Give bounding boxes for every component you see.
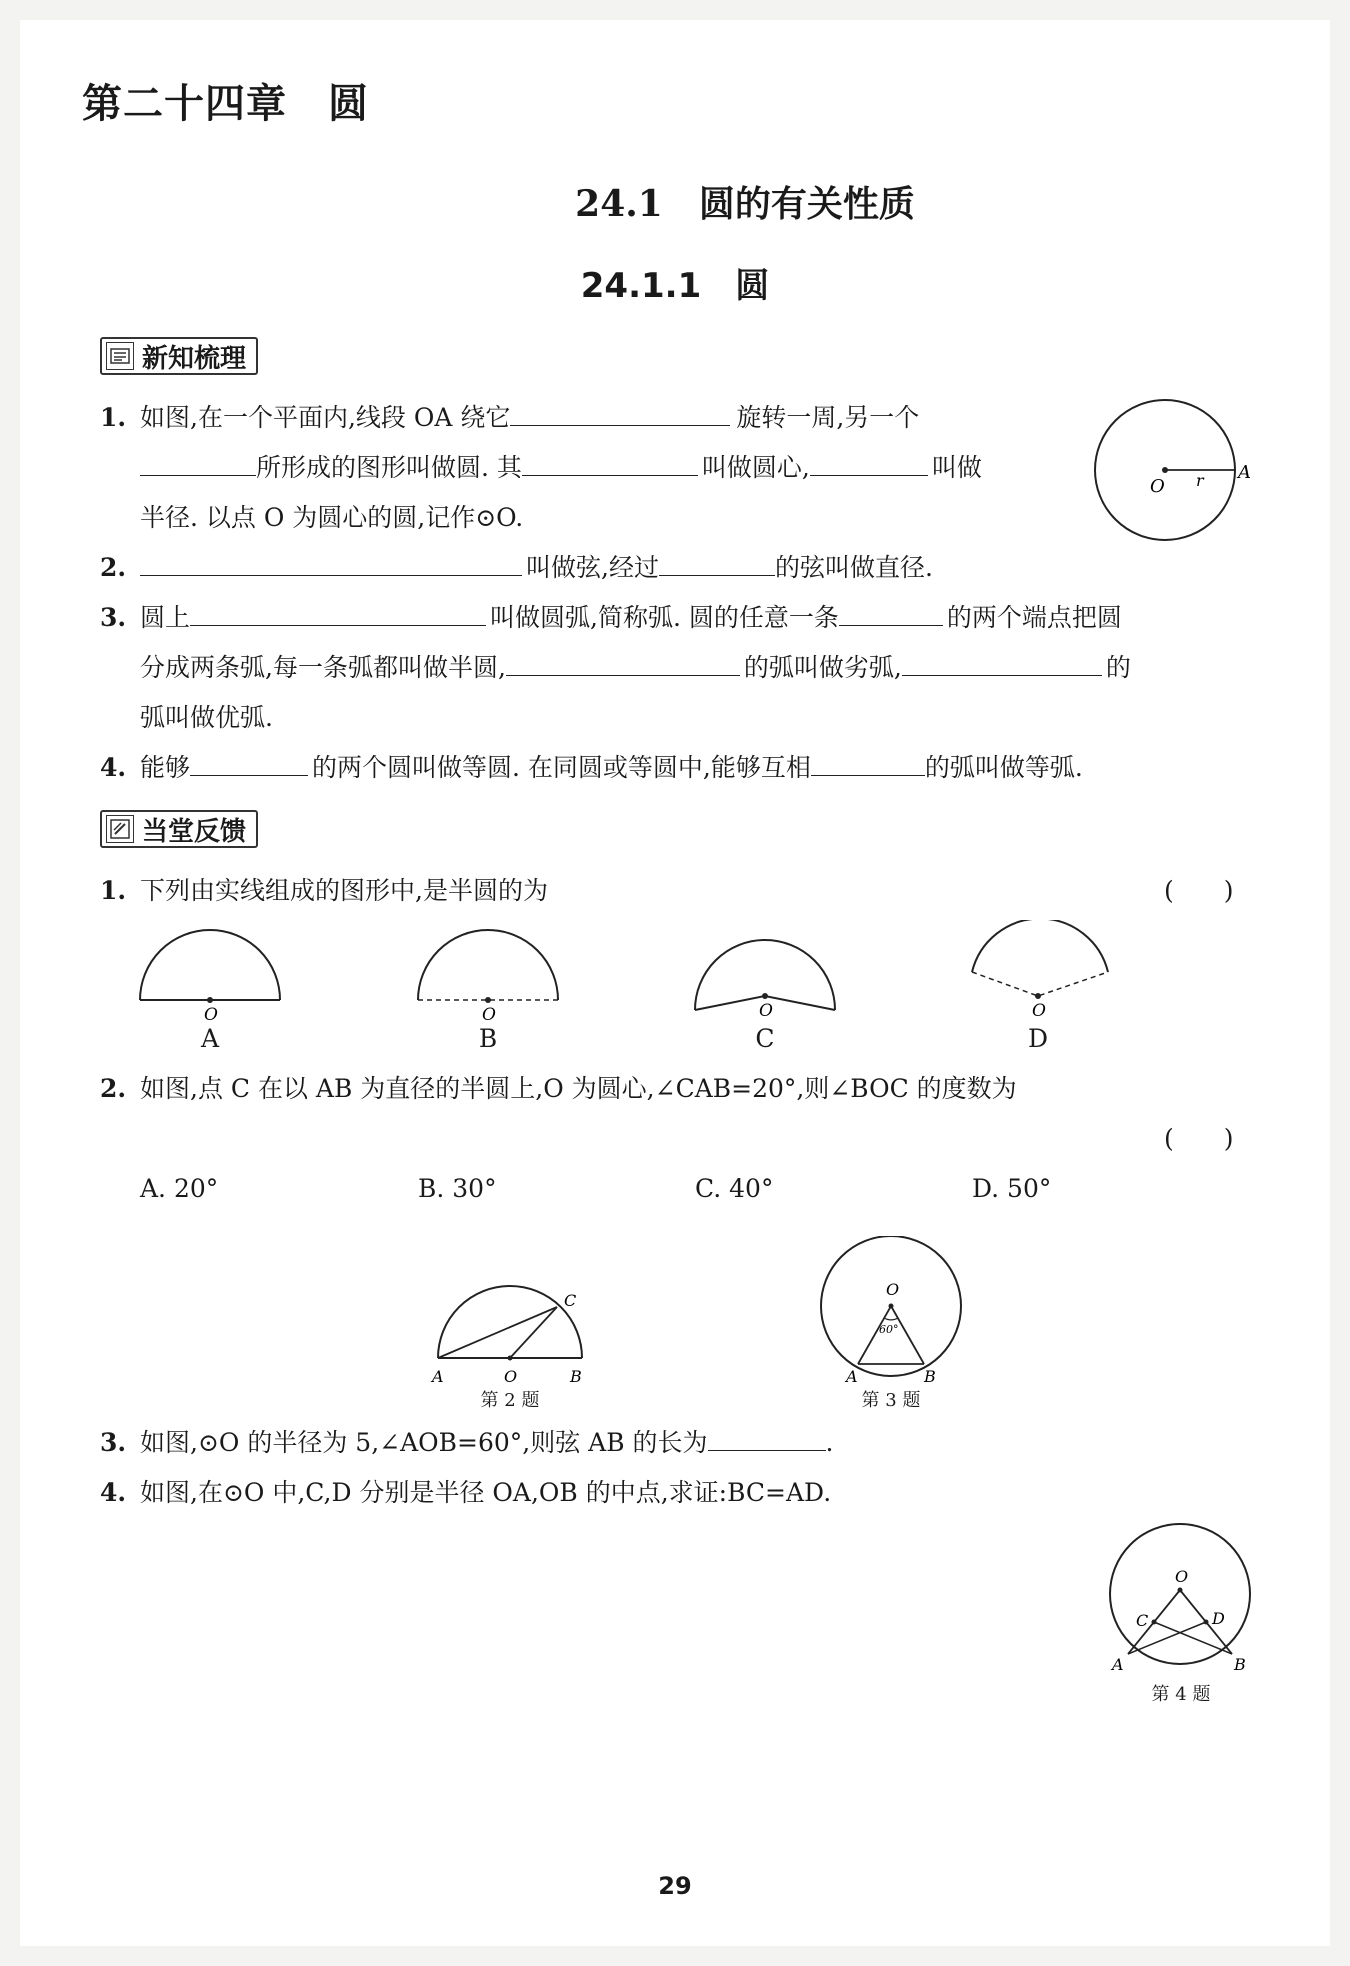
svg-text:B: B bbox=[570, 1367, 582, 1386]
practice-q2 bbox=[100, 1064, 1017, 1114]
option-label-a[interactable]: A bbox=[200, 1024, 220, 1053]
answer-blank[interactable] bbox=[659, 545, 775, 576]
fig1-label-O: O bbox=[1150, 476, 1165, 497]
page-number: 29 bbox=[658, 1872, 692, 1900]
svg-text:O: O bbox=[482, 1005, 496, 1020]
pencil-icon bbox=[106, 815, 134, 843]
practice-q3 bbox=[100, 1418, 833, 1468]
figure-circle-radius bbox=[1090, 398, 1260, 548]
new-q1-line1 bbox=[100, 393, 919, 443]
question-text: 叫做圆心, bbox=[701, 453, 810, 482]
svg-text:C: C bbox=[1136, 1611, 1149, 1630]
practice-q4 bbox=[100, 1468, 831, 1518]
section-badge-label: 新知梳理 bbox=[142, 343, 247, 374]
svg-text:O: O bbox=[1175, 1567, 1189, 1586]
svg-text:O: O bbox=[759, 1001, 773, 1020]
option-b-figure bbox=[408, 920, 568, 1020]
svg-text:A: A bbox=[432, 1367, 444, 1386]
fig1-label-r: r bbox=[1196, 471, 1204, 490]
answer-blank[interactable] bbox=[810, 445, 928, 476]
svg-text:B: B bbox=[1234, 1655, 1246, 1672]
option-c-figure bbox=[685, 920, 845, 1020]
new-q2 bbox=[100, 543, 933, 593]
question-text: 叫做圆弧,简称弧. 圆的任意一条 bbox=[490, 603, 839, 632]
question-number: 4. bbox=[100, 1478, 127, 1507]
question-text: 的 bbox=[1105, 653, 1131, 682]
svg-text:60°: 60° bbox=[879, 1323, 899, 1336]
figure-q3-circle bbox=[806, 1236, 976, 1386]
question-number: 4. bbox=[100, 753, 127, 782]
answer-blank[interactable] bbox=[506, 645, 740, 676]
question-text: 如图,在⊙O 中,C,D 分别是半径 OA,OB 的中点,求证:BC=AD. bbox=[140, 1478, 832, 1507]
question-number: 1. bbox=[100, 876, 127, 905]
section-badge-practice bbox=[100, 810, 258, 848]
question-text: 的弧叫做等弧. bbox=[924, 753, 1083, 782]
question-number: 2. bbox=[100, 1074, 127, 1103]
question-text: 半径. 以点 O 为圆心的圆,记作⊙O. bbox=[140, 503, 524, 532]
answer-blank[interactable] bbox=[902, 645, 1102, 676]
choice-c[interactable]: C. 40° bbox=[695, 1174, 774, 1203]
figure-caption: 第 3 题 bbox=[861, 1390, 921, 1411]
option-label-b[interactable]: B bbox=[478, 1024, 498, 1053]
svg-text:O: O bbox=[1032, 1001, 1046, 1020]
question-number: 2. bbox=[100, 553, 127, 582]
question-text: 叫做 bbox=[931, 453, 982, 482]
choice-b[interactable]: B. 30° bbox=[418, 1174, 497, 1203]
option-d-figure bbox=[960, 920, 1120, 1020]
book-icon bbox=[106, 342, 134, 370]
answer-blank[interactable] bbox=[708, 1420, 826, 1451]
question-text: 分成两条弧,每一条弧都叫做半圆, bbox=[140, 653, 506, 682]
option-a-figure bbox=[130, 920, 290, 1020]
answer-blank[interactable] bbox=[839, 595, 943, 626]
answer-paren[interactable]: ( ) bbox=[1164, 1124, 1234, 1153]
question-text: 的弦叫做直径. bbox=[774, 553, 933, 582]
question-text: 如图,在一个平面内,线段 OA 绕它 bbox=[140, 403, 511, 432]
subsection-title: 24.1.1 圆 bbox=[580, 266, 770, 306]
figure-caption: 第 2 题 bbox=[480, 1390, 540, 1411]
answer-blank[interactable] bbox=[811, 745, 925, 776]
svg-text:B: B bbox=[924, 1367, 936, 1386]
question-text: 如图,点 C 在以 AB 为直径的半圆上,O 为圆心,∠CAB=20°,则∠BOC 的度数为 bbox=[140, 1074, 1017, 1103]
question-text: 能够 bbox=[140, 753, 191, 782]
answer-blank[interactable] bbox=[190, 745, 308, 776]
answer-blank[interactable] bbox=[140, 445, 256, 476]
answer-paren[interactable]: ( ) bbox=[1164, 876, 1234, 905]
svg-text:O: O bbox=[886, 1280, 900, 1299]
question-text: 弧叫做优弧. bbox=[140, 703, 273, 732]
question-number: 3. bbox=[100, 1428, 127, 1457]
answer-blank[interactable] bbox=[522, 445, 698, 476]
answer-blank[interactable] bbox=[510, 395, 730, 426]
question-text: 叫做弦,经过 bbox=[526, 553, 659, 582]
new-q1-line3 bbox=[140, 493, 523, 543]
new-q3-line2 bbox=[140, 643, 1131, 693]
question-number: 3. bbox=[100, 603, 127, 632]
svg-text:O: O bbox=[504, 1367, 518, 1386]
section-badge-label: 当堂反馈 bbox=[142, 816, 247, 847]
question-text: 如图,⊙O 的半径为 5,∠AOB=60°,则弦 AB 的长为 bbox=[140, 1428, 708, 1457]
svg-text:O: O bbox=[204, 1005, 218, 1020]
question-text: 的弧叫做劣弧, bbox=[743, 653, 902, 682]
option-label-c[interactable]: C bbox=[755, 1024, 775, 1053]
question-text: 圆上 bbox=[140, 603, 191, 632]
question-text: 的两个圆叫做等圆. 在同圆或等圆中,能够互相 bbox=[312, 753, 811, 782]
fig1-label-A: A bbox=[1238, 462, 1251, 483]
new-q3-line1 bbox=[100, 593, 1122, 643]
chapter-title: 第二十四章 圆 bbox=[82, 81, 369, 127]
answer-blank[interactable] bbox=[190, 595, 486, 626]
new-q4 bbox=[100, 743, 1083, 793]
question-text: 旋转一周,另一个 bbox=[736, 403, 920, 432]
answer-blank[interactable] bbox=[140, 545, 522, 576]
question-number: 1. bbox=[100, 403, 127, 432]
practice-q1 bbox=[100, 866, 548, 916]
new-q1-line2 bbox=[140, 443, 982, 493]
figure-caption: 第 4 题 bbox=[1151, 1684, 1211, 1705]
section-title: 24.1 圆的有关性质 bbox=[575, 183, 915, 225]
question-text: . bbox=[825, 1428, 834, 1457]
figure-q4-circle bbox=[1098, 1522, 1268, 1672]
question-text: 的两个端点把圆 bbox=[946, 603, 1122, 632]
svg-text:A: A bbox=[846, 1367, 858, 1386]
choice-a[interactable]: A. 20° bbox=[140, 1174, 219, 1203]
new-q3-line3 bbox=[140, 693, 273, 743]
svg-text:A: A bbox=[1112, 1655, 1124, 1672]
option-label-d[interactable]: D bbox=[1027, 1024, 1049, 1053]
section-badge-new bbox=[100, 337, 258, 375]
question-text: 所形成的图形叫做圆. 其 bbox=[256, 453, 522, 482]
svg-text:C: C bbox=[564, 1291, 577, 1310]
svg-text:D: D bbox=[1212, 1609, 1225, 1628]
choice-d[interactable]: D. 50° bbox=[972, 1174, 1052, 1203]
question-text: 下列由实线组成的图形中,是半圆的为 bbox=[140, 876, 548, 905]
